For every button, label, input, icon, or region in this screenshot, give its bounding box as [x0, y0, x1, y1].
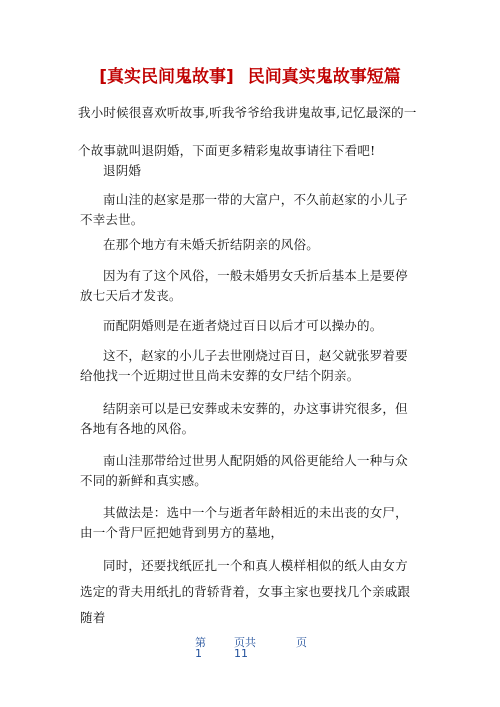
- footer-total-suffix: 页: [296, 636, 307, 649]
- paragraph: 这不，赵家的小儿子去世刚烧过百日，赵父就张罗着要给他找一个近期过世且尚未安葬的女尸结个阴亲。: [80, 348, 408, 383]
- paragraph: 同时，还要找纸匠扎一个和真人模样相似的纸人由女方选定的背夫用纸扎的背轿背着，女事主家也要找几个亲戚跟随着: [80, 558, 411, 625]
- document-title: [0, 62, 500, 87]
- intro-line-2: 个故事就叫退阴婚，下面更多精彩鬼故事请往下看吧!: [78, 143, 376, 158]
- intro-line-1: 我小时候很喜欢听故事,听我爷爷给我讲鬼故事,记忆最深的一: [78, 105, 417, 120]
- footer-page-number: 1: [195, 647, 202, 660]
- paragraph: 在那个地方有未婚夭折结阴亲的风俗。: [103, 237, 319, 252]
- footer-page-suffix: 页共: [234, 636, 256, 649]
- paragraph: 因为有了这个风俗，一般未婚男女夭折后基本上是要停放七天后才发丧。: [80, 268, 408, 303]
- paragraph: 结阴亲可以是已安葬或未安葬的，办这事讲究很多，但各地有各地的风俗。: [80, 401, 408, 436]
- title-main-part: 民间真实鬼故事短篇: [247, 67, 401, 87]
- footer-total-number: 11: [234, 647, 248, 660]
- paragraph: 南山洼那带给过世男人配阴婚的风俗更能给人一种与众不同的新鲜和真实感。: [80, 453, 408, 488]
- footer-page-label: 第: [195, 636, 206, 649]
- paragraph: 其做法是：选中一个与逝者年龄相近的未出丧的女尸，由一个背尸匠把她背到男方的墓地，: [80, 505, 408, 540]
- paragraph: 而配阴婚则是在逝者烧过百日以后才可以操办的。: [103, 318, 383, 333]
- section-subtitle: 退阴婚: [103, 163, 142, 178]
- title-bracket-part: [真实民间鬼故事]: [99, 67, 234, 87]
- paragraph: 南山洼的赵家是那一带的大富户，不久前赵家的小儿子不幸去世。: [80, 192, 408, 227]
